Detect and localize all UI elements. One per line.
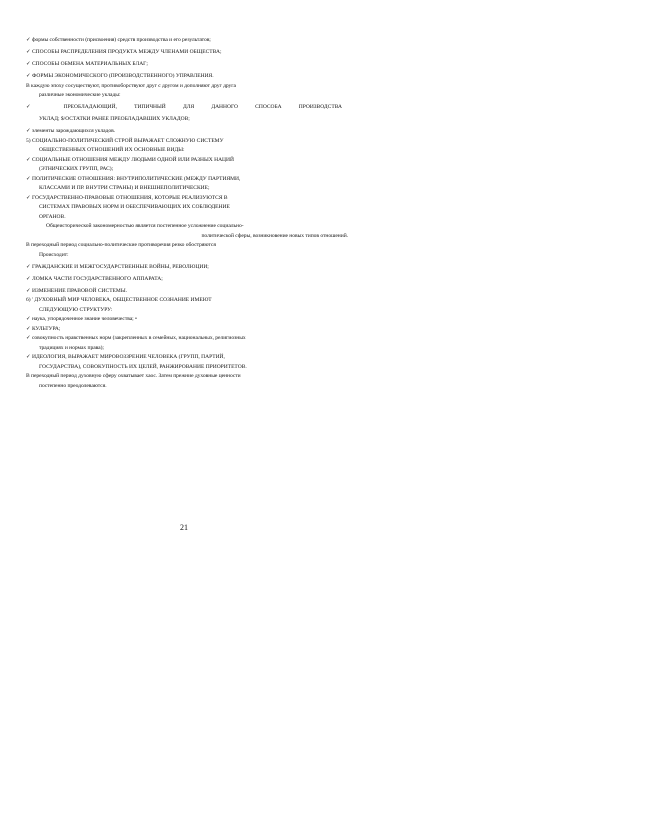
- text-line: ✓ совокупность нравственных норм (закрепленных в семейных, национальных, религиозных: [26, 335, 246, 341]
- text-line: В переходный период духовную сферу охватывает хаос. Затем прежние духовные ценности: [26, 373, 241, 379]
- text-line: 5) СОЦИАЛЬНО-ПОЛИТИЧЕСКИЙ СТРОЙ ВЫРАЖАЕТ СЛОЖНУЮ СИСТЕМУ: [26, 137, 224, 144]
- text-line: СИСТЕМАХ ПРАВОВЫХ НОРМ И ОБЕСПЕЧИВАЮЩИХ ИХ СОБЛЮДЕНИЕ: [39, 204, 230, 210]
- text-line: ✓ СОЦИАЛЬНЫЕ ОТНОШЕНИЯ МЕЖДУ ЛЮДЬМИ ОДНОЙ ИЛИ РАЗНЫХ НАЦИЙ: [26, 156, 234, 163]
- text-line: ✓ наука, упорядоченное знание человечества; •: [26, 316, 137, 322]
- text-line: ✓ ПОЛИТИЧЕСКИЕ ОТНОШЕНИЯ: ВНУТРИПОЛИТИЧЕСКИЕ (МЕЖДУ ПАРТИЯМИ,: [26, 175, 241, 182]
- text-line: ✓ СПОСОБЫ ОБМЕНА МАТЕРИАЛЬНЫХ БЛАГ;: [26, 61, 148, 67]
- text-line: ✓ ЛОМКА ЧАСТИ ГОСУДАРСТВЕННОГО АППАРАТА;: [26, 275, 163, 282]
- text-line: КЛАССАМИ И ПР. ВНУТРИ СТРАНЫ) И ВНЕШНЕПОЛИТИЧЕСКИЕ;: [39, 185, 210, 191]
- text-line: УКЛАД; $/ОСТАТКИ РАНЕЕ ПРЕОБЛАДАВШИХ УКЛАДОВ;: [39, 116, 190, 122]
- text-line: В переходный период социально-политические противоречия резко обостряются: [26, 242, 216, 248]
- page-number: 21: [180, 523, 188, 532]
- text-line: ✓ элементы зарождающихся укладов.: [26, 128, 116, 134]
- text-line: 6) ' ДУХОВНЫЙ МИР ЧЕЛОВЕКА, ОБЩЕСТВЕННОЕ СОЗНАНИЕ ИМЕЮТ: [26, 297, 212, 303]
- text-line: ✓ ИЗМЕНЕНИЕ ПРАВОВОЙ СИСТЕМЫ.: [26, 287, 127, 294]
- text-line: постепенно преодолеваются.: [39, 382, 107, 389]
- text-line: ✓ ИДЕОЛОГИЯ, ВЫРАЖАЕТ МИРОВОЗЗРЕНИЕ ЧЕЛОВЕКА (ГРУПП, ПАРТИЙ,: [26, 354, 225, 360]
- text-line: ✓ ФОРМЫ ЭКОНОМИЧЕСКОГО (ПРОИЗВОДСТВЕННОГО) УПРАВЛЕНИЯ.: [26, 73, 214, 79]
- text-line: ГОСУДАРСТВА), СОВОКУПНОСТЬ ИХ ЦЕЛЕЙ, РАНЖИРОВАНИЕ ПРИОРИТЕТОВ.: [39, 363, 247, 370]
- text-line: политической сферы, возникновение новых типов отношений.: [201, 232, 348, 239]
- text-line: ✓ ГОСУДАРСТВЕННО-ПРАВОВЫЕ ОТНОШЕНИЯ, КОТОРЫЕ РЕАЛИЗУЮТСЯ В: [26, 194, 228, 201]
- text-line: ОРГАНОВ.: [39, 213, 66, 220]
- text-line: ✓ СПОСОБЫ РАСПРЕДЕЛЕНИЯ ПРОДУКТА МЕЖДУ ЧЛЕНАМИ ОБЩЕСТВА;: [26, 49, 222, 55]
- text-line: Происходит:: [39, 251, 69, 258]
- text-line: ✓ КУЛЬТУРА;: [26, 325, 61, 332]
- text-line: ✓ ПРЕОБЛАДАЮЩИЙ, ТИПИЧНЫЙ ДЛЯ ДАННОГО СПОСОБА ПРОИЗВОДСТВА: [26, 104, 342, 110]
- document-body: [26, 36, 352, 391]
- text-line: ✓ ГРАЖДАНСКИЕ И МЕЖГОСУДАРСТВЕННЫЕ ВОЙНЫ, РЕВОЛЮЦИИ;: [26, 263, 209, 270]
- text-line: ✓ формы собственности (присвоения) средств производства и его результатов;: [26, 37, 211, 43]
- text-line: ОБЩЕСТВЕННЫХ ОТНОШЕНИЙ ИХ ОСНОВНЫЕ ВИДЫ:: [39, 147, 185, 153]
- text-line: СЛЕДУЮЩУЮ СТРУКТУРУ:: [39, 306, 113, 313]
- text-line: различные экономические уклады:: [39, 92, 121, 98]
- text-line: Общеисторической закономерностью является постепенное усложнение социально-: [46, 223, 244, 229]
- text-line: (ЭТНИЧЕСКИХ ГРУПП, РАС);: [39, 166, 114, 172]
- text-line: традициях и нормах права);: [39, 344, 104, 351]
- text-line: В каждую эпоху сосуществуют, противоборствуют друг с другом и дополняют друг друга: [26, 82, 236, 89]
